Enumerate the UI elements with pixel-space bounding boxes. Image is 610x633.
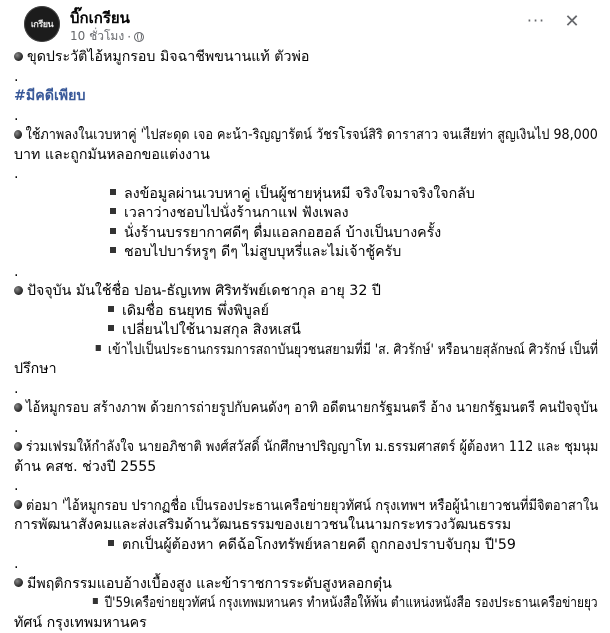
post-meta bbox=[70, 27, 144, 46]
post-line: . bbox=[14, 555, 598, 575]
list-item: เปลี่ยนไปใช้นามสกุล สิงหเสนี bbox=[14, 321, 598, 341]
bullet-icon bbox=[14, 130, 22, 139]
post-line: . bbox=[14, 419, 598, 439]
post-line bbox=[14, 87, 598, 107]
square-bullet-icon bbox=[110, 228, 116, 234]
globe-icon bbox=[134, 32, 144, 42]
post-line: . bbox=[14, 68, 598, 88]
post-header bbox=[12, 0, 598, 48]
post-line: บาท และถูกมันหลอกขอแต่งงาน bbox=[14, 146, 598, 166]
bullet-icon bbox=[14, 578, 23, 587]
post-line: ปัจจุบัน มันใช้ชื่อ ปอน-ธัญเทพ ศิริทรัพย์เดชากุล อายุ 32 ปี bbox=[14, 282, 598, 302]
list-item: ตกเป็นผู้ต้องหา คดีฉ้อโกงทรัพย์หลายคดี ถูกกองปราบจับกุม ปี'59 bbox=[14, 536, 598, 556]
list-item: ปี'59เครือข่ายยุวทัศน์ กรุงเทพมหานคร ทำหนังสือให้พ้น ตำแหน่งหนังสือ รองประธานเครือข่ายยุว bbox=[14, 594, 504, 614]
square-bullet-icon bbox=[93, 598, 98, 604]
avatar[interactable] bbox=[24, 6, 60, 42]
list-item: นั่งร้านบรรยากาศดีๆ ดื่มแอลกอฮอล์ บ้างเป็นบางครั้ง bbox=[14, 224, 598, 244]
bullet-icon bbox=[14, 442, 22, 451]
post-line: ใช้ภาพลงในเวบหาคู่ 'ไปสะดุด เจอ คะน้า-ริญญารัตน์ วัชรโรจน์สิริ ดาราสาว จนเสียท่า สูญเงินไป 98,000 bbox=[14, 126, 536, 146]
bullet-icon bbox=[14, 52, 23, 61]
avatar-text: เกรียน bbox=[31, 17, 53, 31]
post-line: ต้าน คสช. ช่วงปี 2555 bbox=[14, 458, 598, 478]
square-bullet-icon bbox=[110, 189, 116, 195]
list-item: เวลาว่างชอบไปนั่งร้านกาแฟ ฟังเพลง bbox=[14, 204, 598, 224]
post-line: ทัศน์ กรุงเทพมหานคร bbox=[14, 614, 598, 633]
post-line: ต่อมา 'ไอ้หมูกรอบ ปรากฏชื่อ เป็นรองประธานเครือข่ายยุวทัศน์ กรุงเทพฯ หรือผู้นำเยาวชนที่มีจิตอาสาใน bbox=[14, 497, 545, 517]
close-button[interactable]: ✕ bbox=[560, 10, 584, 34]
meta-separator: · bbox=[127, 30, 131, 44]
square-bullet-icon bbox=[110, 247, 116, 253]
square-bullet-icon bbox=[108, 540, 114, 546]
list-item: ชอบไปบาร์หรูๆ ดีๆ ไม่สูบบุหรี่และไม่เจ้าชู้ครับ bbox=[14, 243, 598, 263]
post-line: ไอ้หมูกรอบ สร้างภาพ ด้วยการถ่ายรูปกับคนดังๆ อาทิ อดีตนายกรัฐมนตรี อ้าง นายกรัฐมนตรี คนปัจจุบัน bbox=[14, 399, 552, 419]
post-line: . bbox=[14, 165, 598, 185]
bullet-icon bbox=[14, 403, 22, 412]
bullet-icon bbox=[14, 500, 22, 509]
post-line: ร่วมเฟรมให้กำลังใจ นายอภิชาติ พงศ์สวัสดิ์ นักศึกษาปริญญาโท ม.ธรรมศาสตร์ ผู้ต้องหา 112 และ ชุมนุม bbox=[14, 438, 540, 458]
square-bullet-icon bbox=[108, 325, 114, 331]
bullet-icon bbox=[14, 286, 23, 295]
post-time[interactable]: 10 ชั่วโมง bbox=[70, 27, 124, 46]
list-item: เดิมชื่อ ธนยุทธ พึ่งพิบูลย์ bbox=[14, 302, 598, 322]
square-bullet-icon bbox=[110, 208, 116, 214]
post-line: . bbox=[14, 477, 598, 497]
list-item: เข้าไปเป็นประธานกรรมการสถาบันยุวชนสยามที่มี 'ส. ศิวรักษ์' หรือนายสุลักษณ์ ศิวรักษ์ เป็นที่ bbox=[14, 341, 521, 361]
post-body bbox=[14, 48, 598, 633]
author-name[interactable]: บิ๊กเกรียน bbox=[70, 6, 130, 30]
post-line: การพัฒนาสังคมและส่งเสริมด้านวัฒนธรรมของเยาวชนในนามกระทรวงวัฒนธรรม bbox=[14, 516, 598, 536]
post-line: ปรึกษา bbox=[14, 360, 598, 380]
more-options-button[interactable]: ··· bbox=[522, 10, 550, 34]
post-line: . bbox=[14, 107, 598, 127]
post-line: ขุดประวัติไอ้หมูกรอบ มิจฉาชีพขนานแท้ ตัวพ่อ bbox=[14, 48, 598, 68]
post-line: มีพฤติกรรมแอบอ้างเบื้องสูง และข้าราชการระดับสูงหลอกตุ๋น bbox=[14, 575, 598, 595]
hashtag-link[interactable]: #มีคดีเพียบ bbox=[14, 88, 85, 104]
square-bullet-icon bbox=[96, 345, 101, 351]
list-item: ลงข้อมูลผ่านเวบหาคู่ เป็นผู้ชายหุ่นหมี จริงใจมาจริงใจกลับ bbox=[14, 185, 598, 205]
square-bullet-icon bbox=[108, 306, 114, 312]
post-line: . bbox=[14, 380, 598, 400]
post-line: . bbox=[14, 263, 598, 283]
